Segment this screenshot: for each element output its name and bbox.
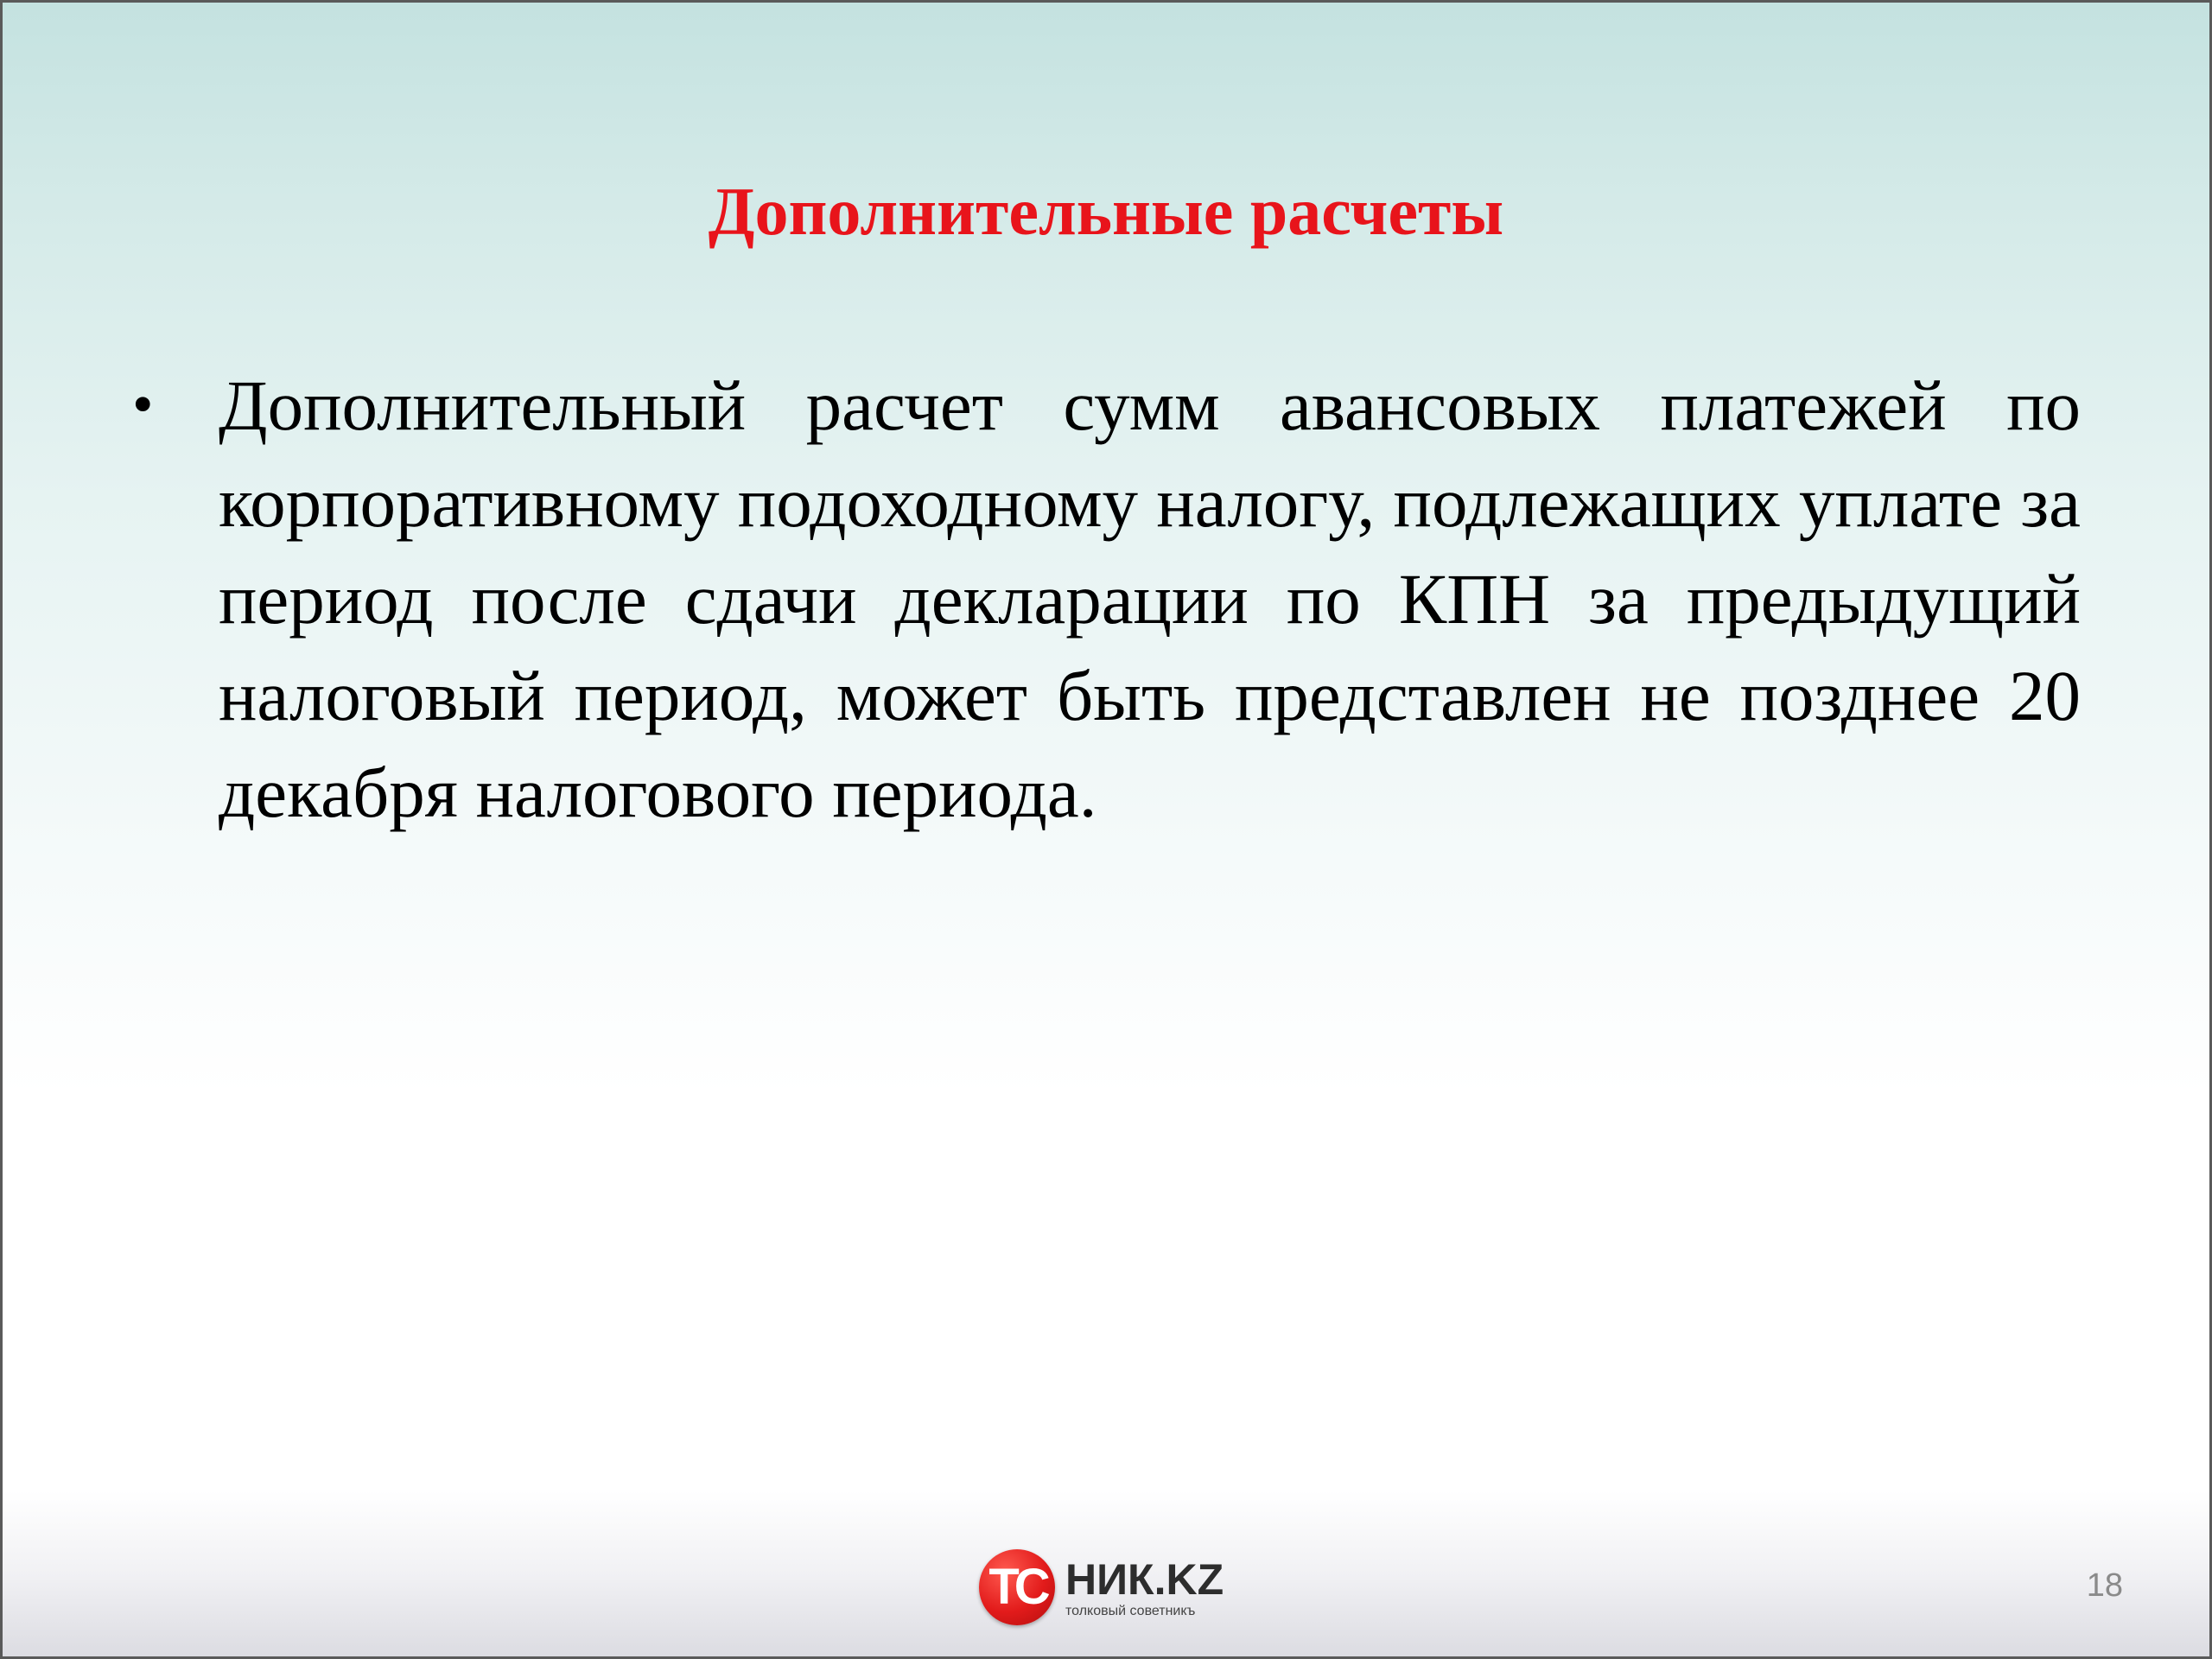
- bullet-marker: •: [132, 372, 154, 438]
- page-number: 18: [2086, 1567, 2123, 1604]
- logo-tagline: толковый советникъ: [1065, 1604, 1196, 1618]
- bullet-text: Дополнительный расчет сумм авансовых платежей по корпоративному подоходному налогу, подлежащих уплате за период после сдачи декларации по КПН за предыдущий налоговый период, может быть представлен не позднее 20 декабря налогового периода.: [219, 365, 2081, 832]
- slide-title: Дополнительные расчеты: [708, 174, 1504, 249]
- logo-mark-icon: ТС: [979, 1549, 1055, 1625]
- bullet-item: [132, 357, 2081, 841]
- footer-logo: [979, 1545, 1255, 1627]
- logo-text: НИК.KZ: [1065, 1555, 1224, 1604]
- bullet-list: [132, 357, 2081, 841]
